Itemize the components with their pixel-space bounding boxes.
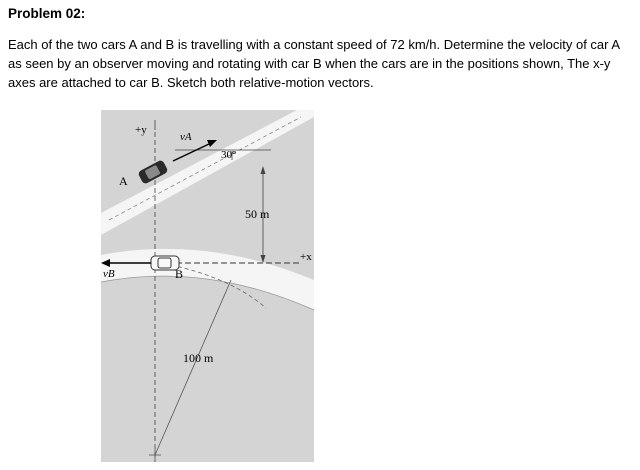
label-50m: 50 m (245, 207, 270, 221)
problem-heading: Problem 02: (8, 6, 86, 21)
label-va: vA (180, 131, 192, 143)
label-angle: 30° (221, 149, 237, 161)
label-b: B (175, 267, 184, 281)
label-a: A (119, 174, 128, 188)
problem-statement: Each of the two cars A and B is travelling with a constant speed of 72 km/h. Determine the velocity of car A as seen by an observer moving and rotating with car B when the cars are in the positions shown, The x-y axes are attached to car B. Sketch both relative-motion vectors. (8, 37, 620, 90)
label-vb: vB (103, 268, 115, 280)
problem-figure (101, 110, 314, 462)
label-plus-x: +x (300, 251, 312, 263)
label-100m: 100 m (183, 351, 214, 365)
label-plus-y: +y (135, 124, 147, 136)
